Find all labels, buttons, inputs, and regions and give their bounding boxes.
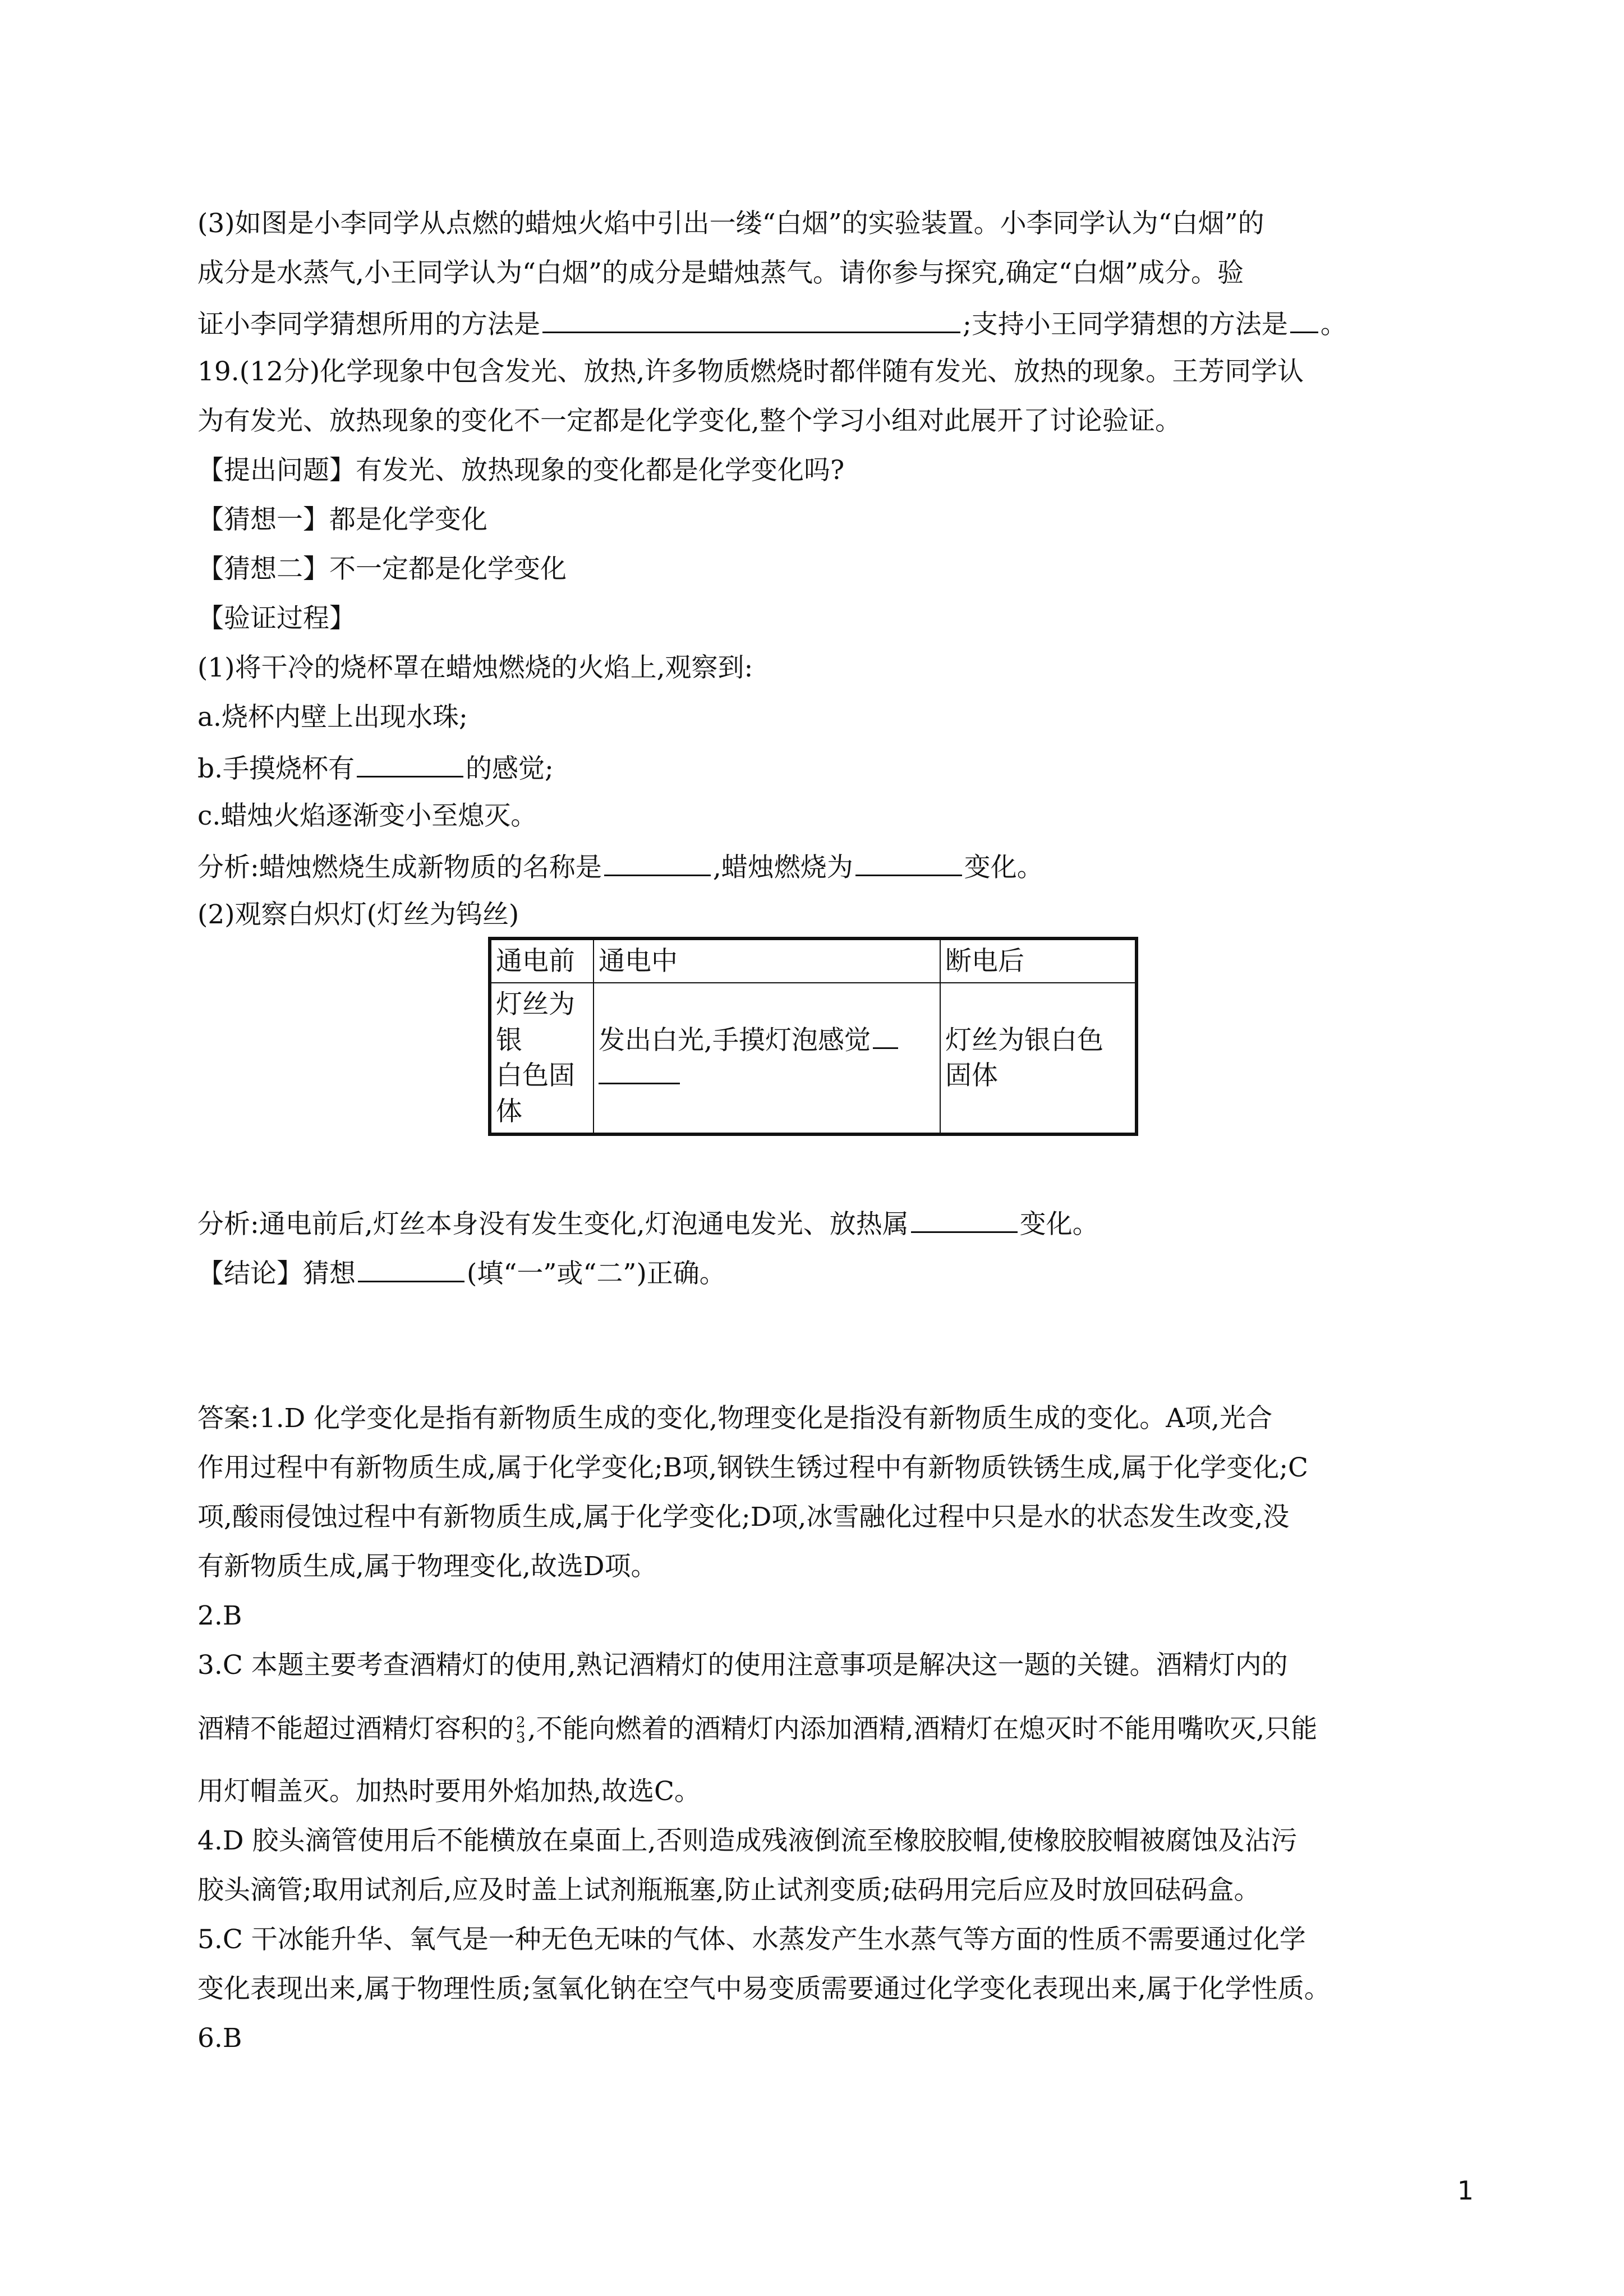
answer-2: 2.B <box>197 1600 242 1631</box>
q19-b-text-end: 的感觉; <box>466 753 554 784</box>
cell-during <box>594 983 940 1134</box>
cell-line: 灯丝为银白色 <box>945 1025 1103 1056</box>
answer-blank <box>542 309 960 333</box>
cell-line: 银 <box>496 1024 522 1056</box>
answer-1-line-4: 有新物质生成,属于物理变化,故选D项。 <box>197 1551 657 1582</box>
page-number: 1 <box>1457 2175 1474 2206</box>
answer-blank <box>358 1258 464 1282</box>
answer-3-line-3: 用灯帽盖灭。加热时要用外焰加热,故选C。 <box>197 1776 701 1807</box>
q3-text-a: 证小李同学猜想所用的方法是 <box>197 309 540 340</box>
q19-step-1: (1)将干冷的烧杯罩在蜡烛燃烧的火焰上,观察到: <box>197 652 753 683</box>
q19-observation-c: c.蜡烛火焰逐渐变小至熄灭。 <box>197 800 537 831</box>
q3-line-3 <box>197 309 1347 338</box>
q19-analysis-2-text: 分析:通电前后,灯丝本身没有发生变化,灯泡通电发光、放热属 <box>197 1209 909 1240</box>
fraction <box>516 1715 526 1746</box>
cell-after <box>940 983 1137 1134</box>
answer-5-line-1: 5.C 干冰能升华、氧气是一种无色无味的气体、水蒸发产生水蒸气等方面的性质不需要通过化学 <box>197 1924 1306 1955</box>
answer-5-line-2: 变化表现出来,属于物理性质;氢氧化钠在空气中易变质需要通过化学变化表现出来,属于化学性质。 <box>197 1973 1331 2004</box>
answer-blank <box>599 1060 680 1084</box>
q3-text-c: 。 <box>1320 309 1347 340</box>
q19-analysis-1-text: 分析:蜡烛燃烧生成新物质的名称是 <box>197 852 602 883</box>
q19-observation-a: a.烧杯内壁上出现水珠; <box>197 702 468 733</box>
answer-1-line-3: 项,酸雨侵蚀过程中有新物质生成,属于化学变化;D项,冰雪融化过程中只是水的状态发生改变,没 <box>197 1502 1290 1533</box>
answer-4-line-1: 4.D 胶头滴管使用后不能横放在桌面上,否则造成残液倒流至橡胶胶帽,使橡胶胶帽被腐蚀及沾污 <box>197 1825 1298 1856</box>
q19-conclusion-end: (填“一”或“二”)正确。 <box>467 1258 726 1289</box>
answer-6: 6.B <box>197 2023 242 2054</box>
q3-line-2: 成分是水蒸气,小王同学认为“白烟”的成分是蜡烛蒸气。请你参与探究,确定“白烟”成分。验 <box>197 257 1244 288</box>
cell-during-text: 发出白光,手摸灯泡感觉 <box>599 1025 871 1056</box>
answer-blank <box>357 753 463 777</box>
cell-before <box>490 983 594 1134</box>
fraction-numerator: 2 <box>516 1714 526 1731</box>
answer-3-text: 酒精不能超过酒精灯容积的 <box>197 1713 514 1745</box>
header-during: 通电中 <box>594 938 940 983</box>
answer-4-line-2: 胶头滴管;取用试剂后,应及时盖上试剂瓶瓶塞,防止试剂变质;砝码用完后应及时放回砝码盒。 <box>197 1875 1260 1906</box>
q19-guess-2: 【猜想二】不一定都是化学变化 <box>197 554 567 585</box>
answer-blank <box>1290 309 1318 333</box>
answer-1-line-2: 作用过程中有新物质生成,属于化学变化;B项,钢铁生锈过程中有新物质铁锈生成,属于化学变化;C <box>197 1452 1308 1483</box>
q3-text-b: ;支持小王同学猜想的方法是 <box>963 309 1288 340</box>
q19-line-1: 19.(12分)化学现象中包含发光、放热,许多物质燃烧时都伴随有发光、放热的现象。王芳同学认 <box>197 356 1304 387</box>
answer-1-line-1: 答案:1.D 化学变化是指有新物质生成的变化,物理变化是指没有新物质生成的变化。A项,光合 <box>197 1403 1273 1434</box>
q19-b-text: b.手摸烧杯有 <box>197 753 355 784</box>
q19-line-2: 为有发光、放热现象的变化不一定都是化学变化,整个学习小组对此展开了讨论验证。 <box>197 406 1181 436</box>
cell-line: 体 <box>496 1096 522 1127</box>
answer-blank <box>911 1209 1018 1233</box>
answer-blank <box>873 1025 898 1049</box>
observation-table <box>488 937 1138 1136</box>
q19-analysis-1 <box>197 852 1043 881</box>
q19-analysis-1-mid: ,蜡烛燃烧为 <box>712 852 853 883</box>
header-after: 断电后 <box>940 938 1137 983</box>
q19-conclusion <box>197 1258 726 1287</box>
cell-line: 固体 <box>945 1060 998 1092</box>
fraction-denominator: 3 <box>516 1729 526 1747</box>
q19-guess-1: 【猜想一】都是化学变化 <box>197 504 487 535</box>
q3-line-1: (3)如图是小李同学从点燃的蜡烛火焰中引出一缕“白烟”的实验装置。小李同学认为“白烟”的 <box>197 208 1264 239</box>
cell-line: 白色固 <box>496 1060 575 1092</box>
answer-3-line-1: 3.C 本题主要考查酒精灯的使用,熟记酒精灯的使用注意事项是解决这一题的关键。酒精灯内的 <box>197 1650 1288 1681</box>
q19-step-2: (2)观察白炽灯(灯丝为钨丝) <box>197 899 519 930</box>
q19-analysis-1-end: 变化。 <box>964 852 1043 883</box>
answer-3-text-cont: ,不能向燃着的酒精灯内添加酒精,酒精灯在熄灭时不能用嘴吹灭,只能 <box>527 1713 1318 1745</box>
q19-analysis-2-end: 变化。 <box>1019 1209 1099 1240</box>
cell-line: 灯丝为 <box>496 989 575 1020</box>
q19-conclusion-text: 【结论】猜想 <box>197 1258 356 1289</box>
header-before: 通电前 <box>490 938 594 983</box>
answer-blank <box>604 852 711 876</box>
q19-process-heading: 【验证过程】 <box>197 603 356 634</box>
q19-analysis-2 <box>197 1209 1099 1240</box>
answer-3-line-2 <box>197 1715 1317 1746</box>
answer-blank <box>855 852 962 876</box>
q19-problem: 【提出问题】有发光、放热现象的变化都是化学变化吗? <box>197 455 845 486</box>
q19-observation-b <box>197 753 554 782</box>
